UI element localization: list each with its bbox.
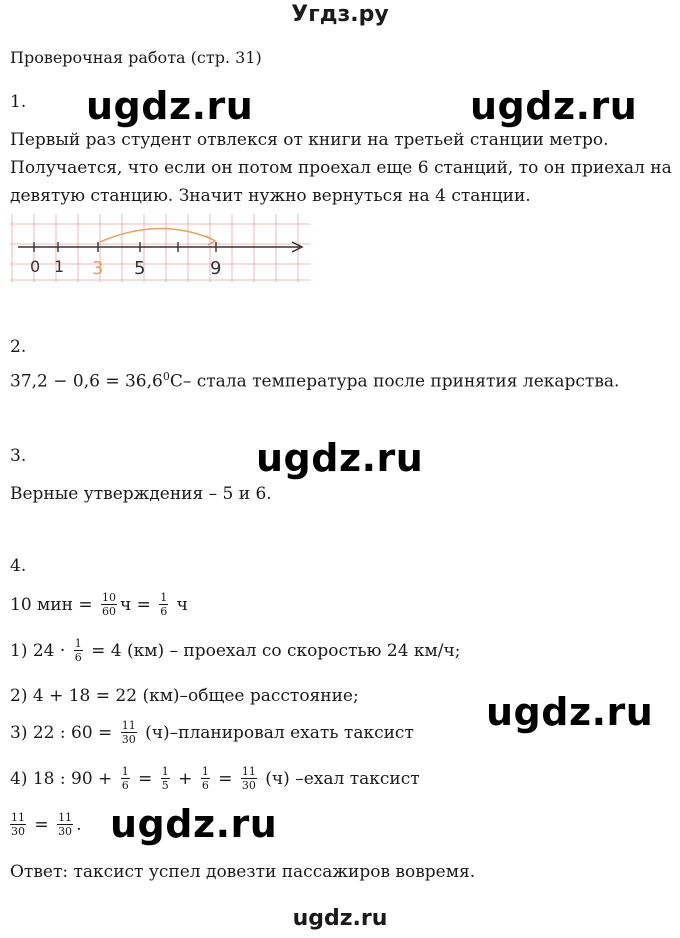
task1-line-1: Первый раз студент отвлекся от книги на третьей станции метро. bbox=[10, 130, 609, 150]
task3-text: Верные утверждения – 5 и 6. bbox=[10, 484, 272, 504]
task4-line-5: $\frac{11}{30}$ = $\frac{11}{30}$ . bbox=[11, 811, 82, 838]
number-line-label-0: 0 bbox=[30, 257, 41, 276]
task1-line-2: Получается, что если он потом проехал еще 6 станций, то он приехал на bbox=[10, 158, 672, 178]
task2-equation: $37,2 - 0,6 = 36,6^0С-$ стала температура после принятия лекарства. bbox=[10, 370, 620, 392]
task4-line-1: 1) 24 · $\frac{1}{6}$ = 4 (км) – проехал со скоростью 24 км/ч; bbox=[10, 637, 461, 664]
page-heading: Проверочная работа (стр. 31) bbox=[10, 48, 262, 67]
site-title: Угдз.ру bbox=[291, 2, 389, 27]
task4-number: 4. bbox=[10, 556, 27, 576]
task4-line-3: 3) 22 : 60 = $\frac{11}{30}$ (ч)–планировал ехать таксист bbox=[10, 719, 414, 746]
task1-line-3: девятую станцию. Значит нужно вернуться на 4 станции. bbox=[10, 186, 531, 206]
watermark: ugdz.ru bbox=[86, 84, 254, 128]
task2-number: 2. bbox=[10, 337, 27, 357]
number-line-label-9: 9 bbox=[210, 258, 222, 279]
number-line-label-1: 1 bbox=[54, 257, 65, 276]
task4-line-0: 10 мин = $\frac{10}{60}$ ч = $\frac{1}{6}$ ч bbox=[10, 591, 188, 618]
number-line-sketch bbox=[10, 214, 310, 282]
task1-number: 1. bbox=[10, 92, 27, 112]
watermark: ugdz.ru bbox=[486, 690, 654, 734]
number-line-label-3: 3 bbox=[92, 258, 104, 279]
watermark: ugdz.ru bbox=[256, 436, 424, 480]
task4-line-4: 4) 18 : 90 + $\frac{1}{6}$ = $\frac{1}{5}$ + $\frac{1}{6}$ = $\frac{11}{30}$ (ч) –ехал таксист bbox=[10, 765, 420, 792]
footer-watermark: ugdz.ru bbox=[292, 906, 388, 931]
watermark: ugdz.ru bbox=[110, 802, 278, 846]
watermark: ugdz.ru bbox=[470, 84, 638, 128]
task4-answer: Ответ: таксист успел довезти пассажиров вовремя. bbox=[10, 862, 476, 882]
number-line-label-5: 5 bbox=[134, 258, 146, 279]
task4-line-2: 2) 4 + 18 = 22 (км)–общее расстояние; bbox=[10, 686, 359, 706]
task3-number: 3. bbox=[10, 446, 27, 466]
